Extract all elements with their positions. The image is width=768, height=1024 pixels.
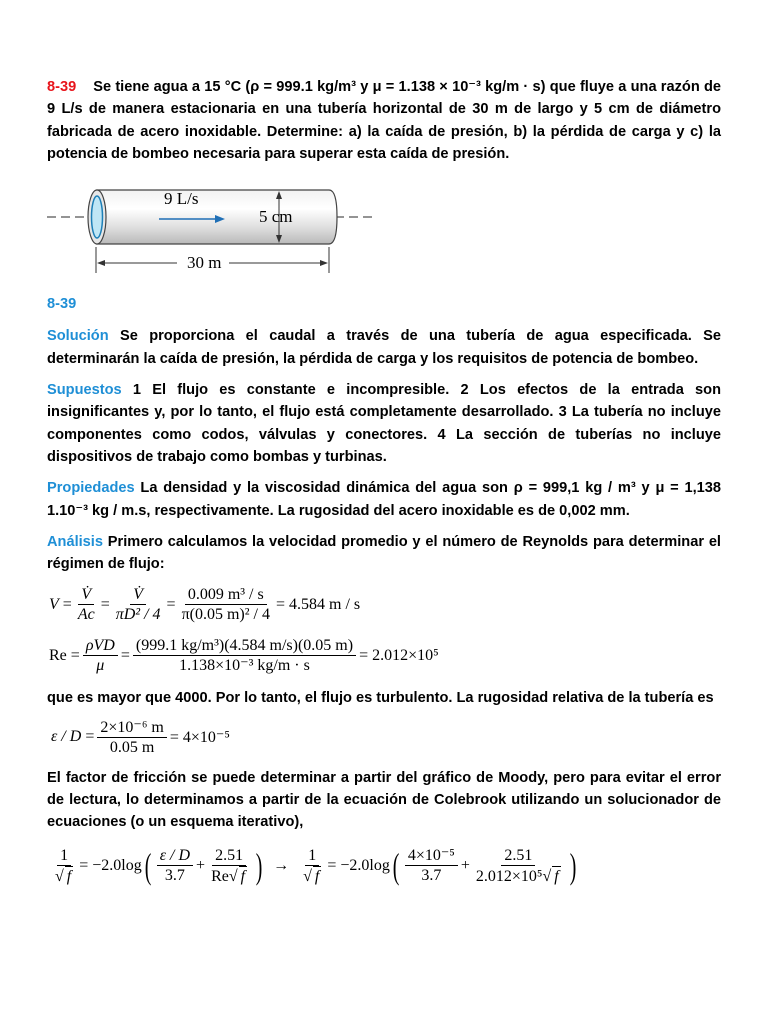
colebrook-sqrtf-2: f — [240, 867, 246, 885]
pipe-figure — [47, 179, 721, 287]
colebrook-sqrtf-3: f — [314, 867, 320, 885]
colebrook-term-d: $\frac{2.51}{\text{2.012×10⁵√ f}}$ — [475, 846, 559, 885]
turbulent-paragraph: que es mayor que 4000. Por lo tanto, el flujo es turbulento. La rugosidad relativa de la tubería es — [47, 690, 714, 707]
velocity-f1-num: V̇ — [78, 585, 94, 605]
velocity-f3-num: 0.009 m³ / s — [185, 585, 267, 605]
problem-number: 8-39 — [47, 79, 77, 95]
colebrook-equation — [49, 846, 721, 886]
colebrook-term-a — [157, 846, 193, 885]
velocity-f1-den: Ac — [77, 606, 95, 624]
supuestos-text: 1 El flujo es constante e incompresible. 2 Los efectos de la entrada son insignificantes y, por lo tanto, el flujo está completamente desarrollado. 3 La tubería no incluye componentes como codos, válvulas y conectores. 4 La sección de tuberías no incluye dispositivos de trabajo como bombas y turbinas. — [47, 382, 721, 465]
velocity-fraction-1 — [75, 585, 98, 624]
reynolds-f1-num: ρVD — [83, 636, 118, 656]
propiedades-text: La densidad y la viscosidad dinámica del agua son ρ = 999,1 kg / m³ y μ = 1,138 1.10⁻³ kg / m.s, respectivamente. La rugosidad del acero inoxidable es de 0,002 mm. — [47, 480, 722, 519]
length-arrow-left — [97, 260, 105, 266]
colebrook-sqrtf-1: f — [66, 867, 72, 885]
propiedades-label: Propiedades — [47, 480, 135, 497]
colebrook-b-num: 2.51 — [212, 846, 246, 866]
reynolds-f2-den: 1.138×10⁻³ kg/m · s — [179, 657, 310, 675]
velocity-fraction-3 — [179, 585, 273, 624]
problem-text: Se tiene agua a 15 °C (ρ = 999.1 kg/m³ y μ = 1.138 × 10⁻³ kg/m · s) que fluye a una razón de 9 L/s de manera estacionaria en una tubería horizontal de 30 m de largo y 5 cm de diámetro fabricada de acero inoxidable. Determine: a) la caída de presión, b) la pérdida de carga y c) la potencia de bombeo necesaria para superar esta caída de presión. — [47, 79, 722, 162]
colebrook-c-num: 4×10⁻⁵ — [405, 846, 458, 866]
problem-statement — [47, 76, 721, 165]
velocity-f2-den: πD² / 4 — [115, 606, 161, 624]
document-page — [47, 72, 721, 886]
colebrook-term-c — [405, 846, 458, 885]
reynolds-f1-den: μ — [96, 657, 105, 675]
colebrook-a-num: ε / D — [157, 846, 193, 866]
roughness-fraction — [97, 718, 167, 757]
flow-rate-label: 9 L/s — [164, 189, 199, 209]
supuestos-label: Supuestos — [47, 382, 122, 399]
analisis-label: Análisis — [47, 533, 103, 550]
velocity-fraction-2 — [113, 585, 164, 624]
colebrook-b-den-pre: Re — [211, 867, 229, 885]
length-label: 30 m — [187, 253, 222, 273]
colebrook-term-b: $\frac{2.51}{Re√ f}$ — [211, 846, 246, 885]
colebrook-sqrtf-4: f — [554, 867, 559, 885]
friction-paragraph: El factor de fricción se puede determinar a partir del gráfico de Moody, pero para evitar el error de lectura, lo determinamos a partir de la ecuación de Colebrook utilizando un solucionador de ecuaciones (o un esquema iterativo), — [47, 769, 721, 831]
roughness-result: = 4×10⁻⁵ — [169, 729, 230, 747]
reynolds-result: = 2.012×10⁵ — [359, 646, 439, 664]
reynolds-equation: Re = $\frac{\text{ρVD}}{\mu}$ = $\frac{\text{(999.1 kg/m³)(4.584 m/s)(0.05 m)}}{\text{1.138×10⁻³ kg/m · s}}$ = 2.012×10⁵ — [49, 637, 439, 675]
colebrook-one-1: 1 — [57, 846, 71, 866]
colebrook-plus-2: + — [460, 856, 470, 874]
velocity-result: = 4.584 m / s — [275, 595, 361, 613]
velocity-equation: V = $\frac{V̇}{Ac}$ = $\frac{V̇}{\text{πD² / 4}}$ = $\frac{\text{0.009 m³ / s}}{\text{π(0.05 m)² / 4}}$ = 4.584 m / s — [49, 586, 361, 624]
analisis-text: Primero calculamos la velocidad promedio y el número de Reynolds para determinar el régimen de flujo: — [47, 533, 721, 573]
solucion-text: Se proporciona el caudal a través de una tubería de agua especificada. Se determinarán la caída de presión, la pérdida de carga y los requisitos de potencia de bombeo. — [47, 328, 721, 367]
colebrook-coef-1: = −2.0log — [79, 856, 142, 874]
roughness-lhs: ε / D — [51, 728, 82, 746]
velocity-f3-den: π(0.05 m)² / 4 — [181, 606, 270, 624]
colebrook-plus-1: + — [196, 856, 206, 874]
propiedades-paragraph — [47, 477, 721, 522]
colebrook-arrow: → — [273, 856, 290, 874]
paren-open-2: ( — [392, 845, 400, 886]
solucion-label: Solución — [47, 328, 109, 345]
colebrook-lhs-2: $\frac{1}{√ f}$ — [303, 846, 320, 885]
paren-open-1: ( — [144, 845, 152, 886]
paren-close-2: ) — [569, 845, 577, 886]
pipe-opening — [92, 196, 103, 238]
roughness-den: 0.05 m — [109, 738, 155, 756]
supuestos-paragraph — [47, 379, 721, 468]
colebrook-a-den: 3.7 — [164, 867, 185, 885]
reynolds-lhs: Re — [49, 646, 67, 664]
colebrook-d-den-pre: 2.012×10⁵ — [475, 867, 543, 885]
length-arrow-right — [320, 260, 328, 266]
diameter-label: 5 cm — [259, 207, 293, 227]
velocity-f2-num: V̇ — [130, 585, 146, 605]
colebrook-one-2: 1 — [305, 846, 319, 866]
reynolds-fraction-1 — [83, 636, 118, 675]
colebrook-d-num: 2.51 — [501, 846, 535, 866]
velocity-lhs: V — [49, 595, 59, 613]
reynolds-fraction-2 — [133, 636, 356, 675]
solucion-paragraph — [47, 325, 721, 370]
roughness-equation: ε / D = $\frac{\text{2×10⁻⁶ m}}{0.05 m}$ = 4×10⁻⁵ — [51, 718, 230, 756]
colebrook-c-den: 3.7 — [421, 867, 442, 885]
paren-close-1: ) — [255, 845, 263, 886]
solution-number: 8-39 — [47, 296, 77, 313]
colebrook-coef-2: = −2.0log — [327, 856, 390, 874]
colebrook-lhs-1: $\frac{1}{√ f}$ — [55, 846, 72, 885]
roughness-num: 2×10⁻⁶ m — [97, 718, 167, 738]
reynolds-f2-num: (999.1 kg/m³)(4.584 m/s)(0.05 m) — [133, 636, 356, 656]
analisis-paragraph — [47, 531, 721, 576]
